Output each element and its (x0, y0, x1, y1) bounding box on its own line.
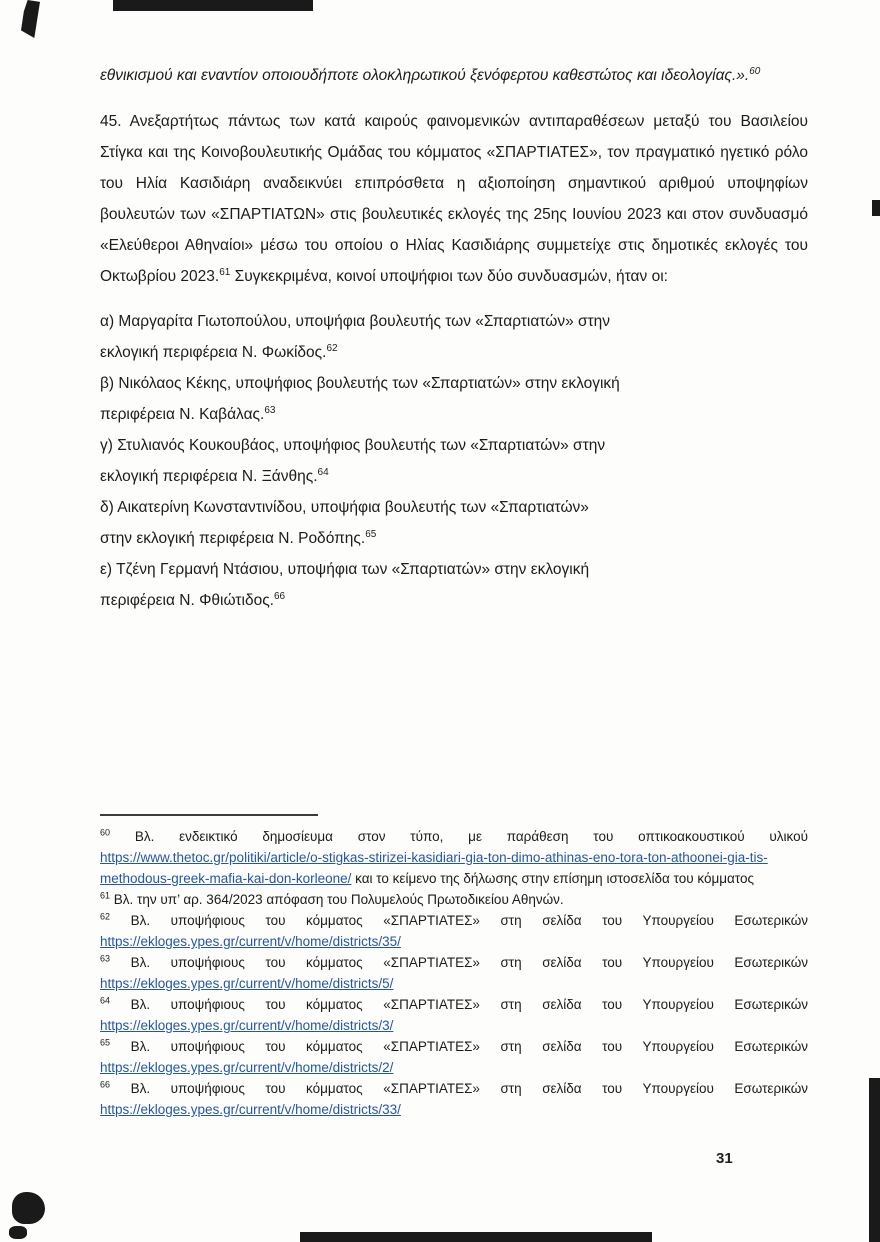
footnote-ref-63: 63 (264, 404, 276, 416)
footnote-63-link[interactable]: https://ekloges.ypes.gr/current/v/home/districts/5/ (100, 976, 394, 991)
paragraph-45-part1: 45. Ανεξαρτήτως πάντως των κατά καιρούς φαινομενικών αντιπαραθέσεων μεταξύ του Βασιλείου Στίγκα και της Κοινοβουλευτικής Ομάδας του κόμματος «ΣΠΑΡΤΙΑΤΕΣ», τον πραγματικό ηγετικό ρόλο του Ηλία Κασιδιάρη αναδεικνύει επιπρόσθετα η αξιοποίηση σημαντικού αριθμού υποψηφίων βουλευτών των «ΣΠΑΡΤΙΑΤΩΝ» στις βουλευτικές εκλογές της 25ης Ιουνίου 2023 και στον συνδυασμό «Ελεύθεροι Αθηναίοι» μέσω του οποίου ο Ηλίας Κασιδιάρης συμμετείχε στις δημοτικές εκλογές του Οκτωβρίου 2023. (100, 113, 808, 285)
paragraph-45-part2: Συγκεκριμένα, κοινοί υποψήφιοι των δύο συνδυασμών, ήταν οι: (230, 268, 668, 285)
footnote-ref-60: 60 (749, 65, 761, 77)
candidate-item-b (100, 368, 808, 430)
candidate-line: β) Νικόλαος Κέκης, υποψήφιος βουλευτής των «Σπαρτιατών» στην εκλογική (100, 375, 620, 392)
candidate-list (100, 306, 808, 616)
scan-artifact-bottom-bar (300, 1232, 652, 1242)
candidate-line: περιφέρεια Ν. Φθιώτιδος.$^{66}$ (100, 590, 286, 609)
footnote-ref-62: 62 (326, 342, 338, 354)
candidate-line: γ) Στυλιανός Κουκουβάος, υποψήφιος βουλευτής των «Σπαρτιατών» στην (100, 437, 606, 454)
scan-artifact-right-strip (869, 1078, 880, 1242)
candidate-line: δ) Αικατερίνη Κωνσταντινίδου, υποψήφια βουλευτής των «Σπαρτιατών» (100, 499, 589, 516)
paragraph-45 (100, 106, 808, 292)
footnote-ref-61: 61 (219, 266, 231, 278)
footnote-separator (100, 814, 318, 816)
candidate-line: εκλογική περιφέρεια Ν. Φωκίδος.$^{62}$ (100, 342, 338, 361)
footnote-62-link[interactable]: https://ekloges.ypes.gr/current/v/home/districts/35/ (100, 934, 401, 949)
footnote-ref-65: 65 (365, 528, 377, 540)
footnote-66: $^{66}$ Βλ. υποψήφιους του κόμματος «ΣΠΑΡΤΙΑΤΕΣ» στη σελίδα του Υπουργείου Εσωτερικών https://ekloges.ypes.gr/current/v/home/districts/33/ (100, 1079, 808, 1117)
footnote-ref-64: 64 (317, 466, 329, 478)
quote-paragraph (100, 60, 808, 91)
candidate-line: α) Μαργαρίτα Γιωτοπούλου, υποψήφια βουλευτής των «Σπαρτιατών» στην (100, 313, 611, 330)
footnote-62: $^{62}$ Βλ. υποψήφιους του κόμματος «ΣΠΑΡΤΙΑΤΕΣ» στη σελίδα του Υπουργείου Εσωτερικών https://ekloges.ypes.gr/current/v/home/districts/35/ (100, 911, 808, 949)
candidate-line: εκλογική περιφέρεια Ν. Ξάνθης.$^{64}$ (100, 466, 329, 485)
scan-artifact-right-tick (872, 200, 880, 216)
footnote-65-link[interactable]: https://ekloges.ypes.gr/current/v/home/districts/2/ (100, 1060, 394, 1075)
footnote-66-link[interactable]: https://ekloges.ypes.gr/current/v/home/districts/33/ (100, 1102, 401, 1117)
footnote-64-link[interactable]: https://ekloges.ypes.gr/current/v/home/districts/3/ (100, 1018, 394, 1033)
candidate-item-e (100, 554, 808, 616)
scan-artifact-top-bar (113, 0, 313, 11)
candidate-item-g (100, 430, 808, 492)
scan-artifact-top-corner (21, 0, 40, 38)
quote-text: εθνικισμού και εναντίον οποιουδήποτε ολοκληρωτικού ξενόφερτου καθεστώτος και ιδεολογίας.». (100, 67, 750, 84)
footnote-63: $^{63}$ Βλ. υποψήφιους του κόμματος «ΣΠΑΡΤΙΑΤΕΣ» στη σελίδα του Υπουργείου Εσωτερικών https://ekloges.ypes.gr/current/v/home/districts/5/ (100, 953, 808, 991)
page-number: 31 (716, 1150, 733, 1167)
footnote-64: $^{64}$ Βλ. υποψήφιους του κόμματος «ΣΠΑΡΤΙΑΤΕΣ» στη σελίδα του Υπουργείου Εσωτερικών https://ekloges.ypes.gr/current/v/home/districts/3/ (100, 995, 808, 1033)
footnote-61: $^{61}$ Βλ. την υπ’ αρ. 364/2023 απόφαση του Πολυμελούς Πρωτοδικείου Αθηνών. (100, 890, 564, 907)
scan-artifact-bottom-left-small (9, 1226, 27, 1239)
candidate-line: στην εκλογική περιφέρεια Ν. Ροδόπης.$^{65}$ (100, 528, 377, 547)
footnotes-section (100, 814, 808, 1120)
document-body (100, 60, 808, 616)
footnote-60: $^{60}$ Βλ. ενδεικτικό δημοσίευμα στον τύπο, με παράθεση του οπτικοακουστικού υλικού https://www.thetoc.gr/politiki/article/o-stigkas-stirizei-kasidiari-gia-ton-dimo-athinas-eno-tora-ton-athoonei-gia-tis-methodous-greek-mafia-kai-don-korleone/ και το κείμενο της δήλωσης στην επίσημη ιστοσελίδα του κόμματος (100, 827, 808, 886)
footnote-60-link[interactable]: https://www.thetoc.gr/politiki/article/o-stigkas-stirizei-kasidiari-gia-ton-dimo-athinas-eno-tora-ton-athoonei-gia-tis-methodous-greek-mafia-kai-don-korleone/ (100, 850, 768, 886)
candidate-item-a (100, 306, 808, 368)
candidate-line: ε) Τζένη Γερμανή Ντάσιου, υποψήφια των «Σπαρτιατών» στην εκλογική (100, 561, 590, 578)
scan-artifact-bottom-left (12, 1192, 45, 1224)
footnote-ref-66: 66 (273, 590, 286, 602)
footnote-65: $^{65}$ Βλ. υποψήφιους του κόμματος «ΣΠΑΡΤΙΑΤΕΣ» στη σελίδα του Υπουργείου Εσωτερικών https://ekloges.ypes.gr/current/v/home/districts/2/ (100, 1037, 808, 1075)
candidate-line: περιφέρεια Ν. Καβάλας.$^{63}$ (100, 404, 276, 423)
candidate-item-d (100, 492, 808, 554)
